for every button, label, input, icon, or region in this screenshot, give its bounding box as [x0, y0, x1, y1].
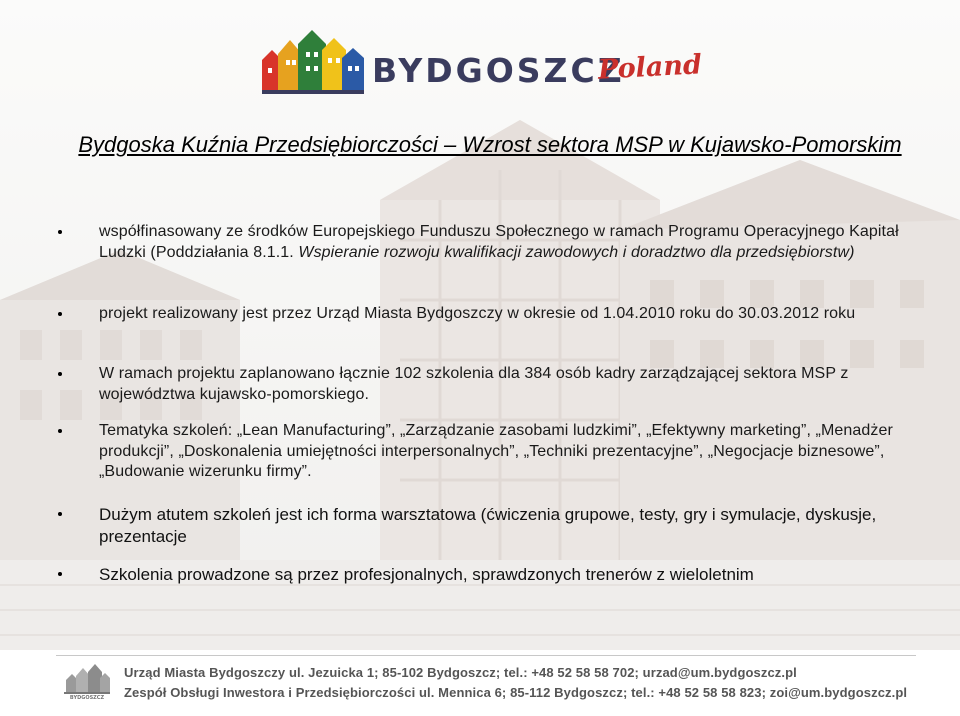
bullet-dot-icon [58, 429, 62, 433]
slide-title: Bydgoska Kuźnia Przedsiębiorczości – Wzrost sektora MSP w Kujawsko-Pomorskim [78, 132, 902, 157]
footer-city-logo-icon [62, 662, 110, 700]
logo-city-name: BYDGOSZCZ [372, 51, 625, 90]
footer-address-city-office: Urząd Miasta Bydgoszczy ul. Jezuicka 1; 85-102 Bydgoszcz; tel.: +48 52 58 58 702; urzad@um.bydgoszcz.pl [124, 665, 797, 680]
bullet-dot-icon [58, 372, 62, 376]
list-item-text [99, 222, 899, 263]
colorful-houses-icon [262, 30, 364, 100]
bullet-dot-icon [58, 312, 62, 316]
bullet-dot-icon [58, 230, 62, 234]
list-item-text-italic: Wspieranie rozwoju kwalifikacji zawodowych i doradztwo dla przedsiębiorstw) [298, 243, 855, 261]
footer-logo-text: BYDGOSZCZ [69, 695, 105, 700]
logo-tagline: Poland [597, 49, 703, 86]
list-item-text: Tematyka szkoleń: „Lean Manufacturing”, „Zarządzanie zasobami ludzkimi”, „Efektywny marketing”, „Menadżer produkcji”, „Doskonalenia umiejętności interpersonalnych”, „Techniki prezentacyjne”, „Negocjacje biznesowe”, „Budowanie wizerunku firmy”. [99, 422, 893, 480]
bullet-dot-icon [58, 572, 62, 576]
footer-address-investor-service: Zespół Obsługi Inwestora i Przedsiębiorczości ul. Mennica 6; 85-112 Bydgoszcz; tel.: +48 52 58 58 823; zoi@um.bydgoszcz.pl [124, 685, 908, 700]
footer-divider [56, 655, 916, 656]
list-item-text-regular: współfinasowany ze środków Europejskiego Funduszu Społecznego w ramach Programu Operacyjnego Kapitał Ludzki (Poddziałania 8.1.1. [99, 223, 899, 261]
bydgoszcz-logo [262, 30, 712, 100]
list-item-text: W ramach projektu zaplanowano łącznie 102 szkolenia dla 384 osób kadry zarządzającej sektora MSP z województwa kujawsko-pomorskiego. [99, 365, 849, 403]
list-item-text: Dużym atutem szkoleń jest ich forma warsztatowa (ćwiczenia grupowe, testy, gry i symulacje, dyskusje, prezentacje [99, 505, 877, 546]
list-item-text: projekt realizowany jest przez Urząd Miasta Bydgoszczy w okresie od 1.04.2010 roku do 30.03.2012 roku [99, 305, 856, 322]
list-item-text: Szkolenia prowadzone są przez profesjonalnych, sprawdzonych trenerów z wieloletnim [99, 565, 754, 584]
bullet-dot-icon [58, 512, 62, 516]
